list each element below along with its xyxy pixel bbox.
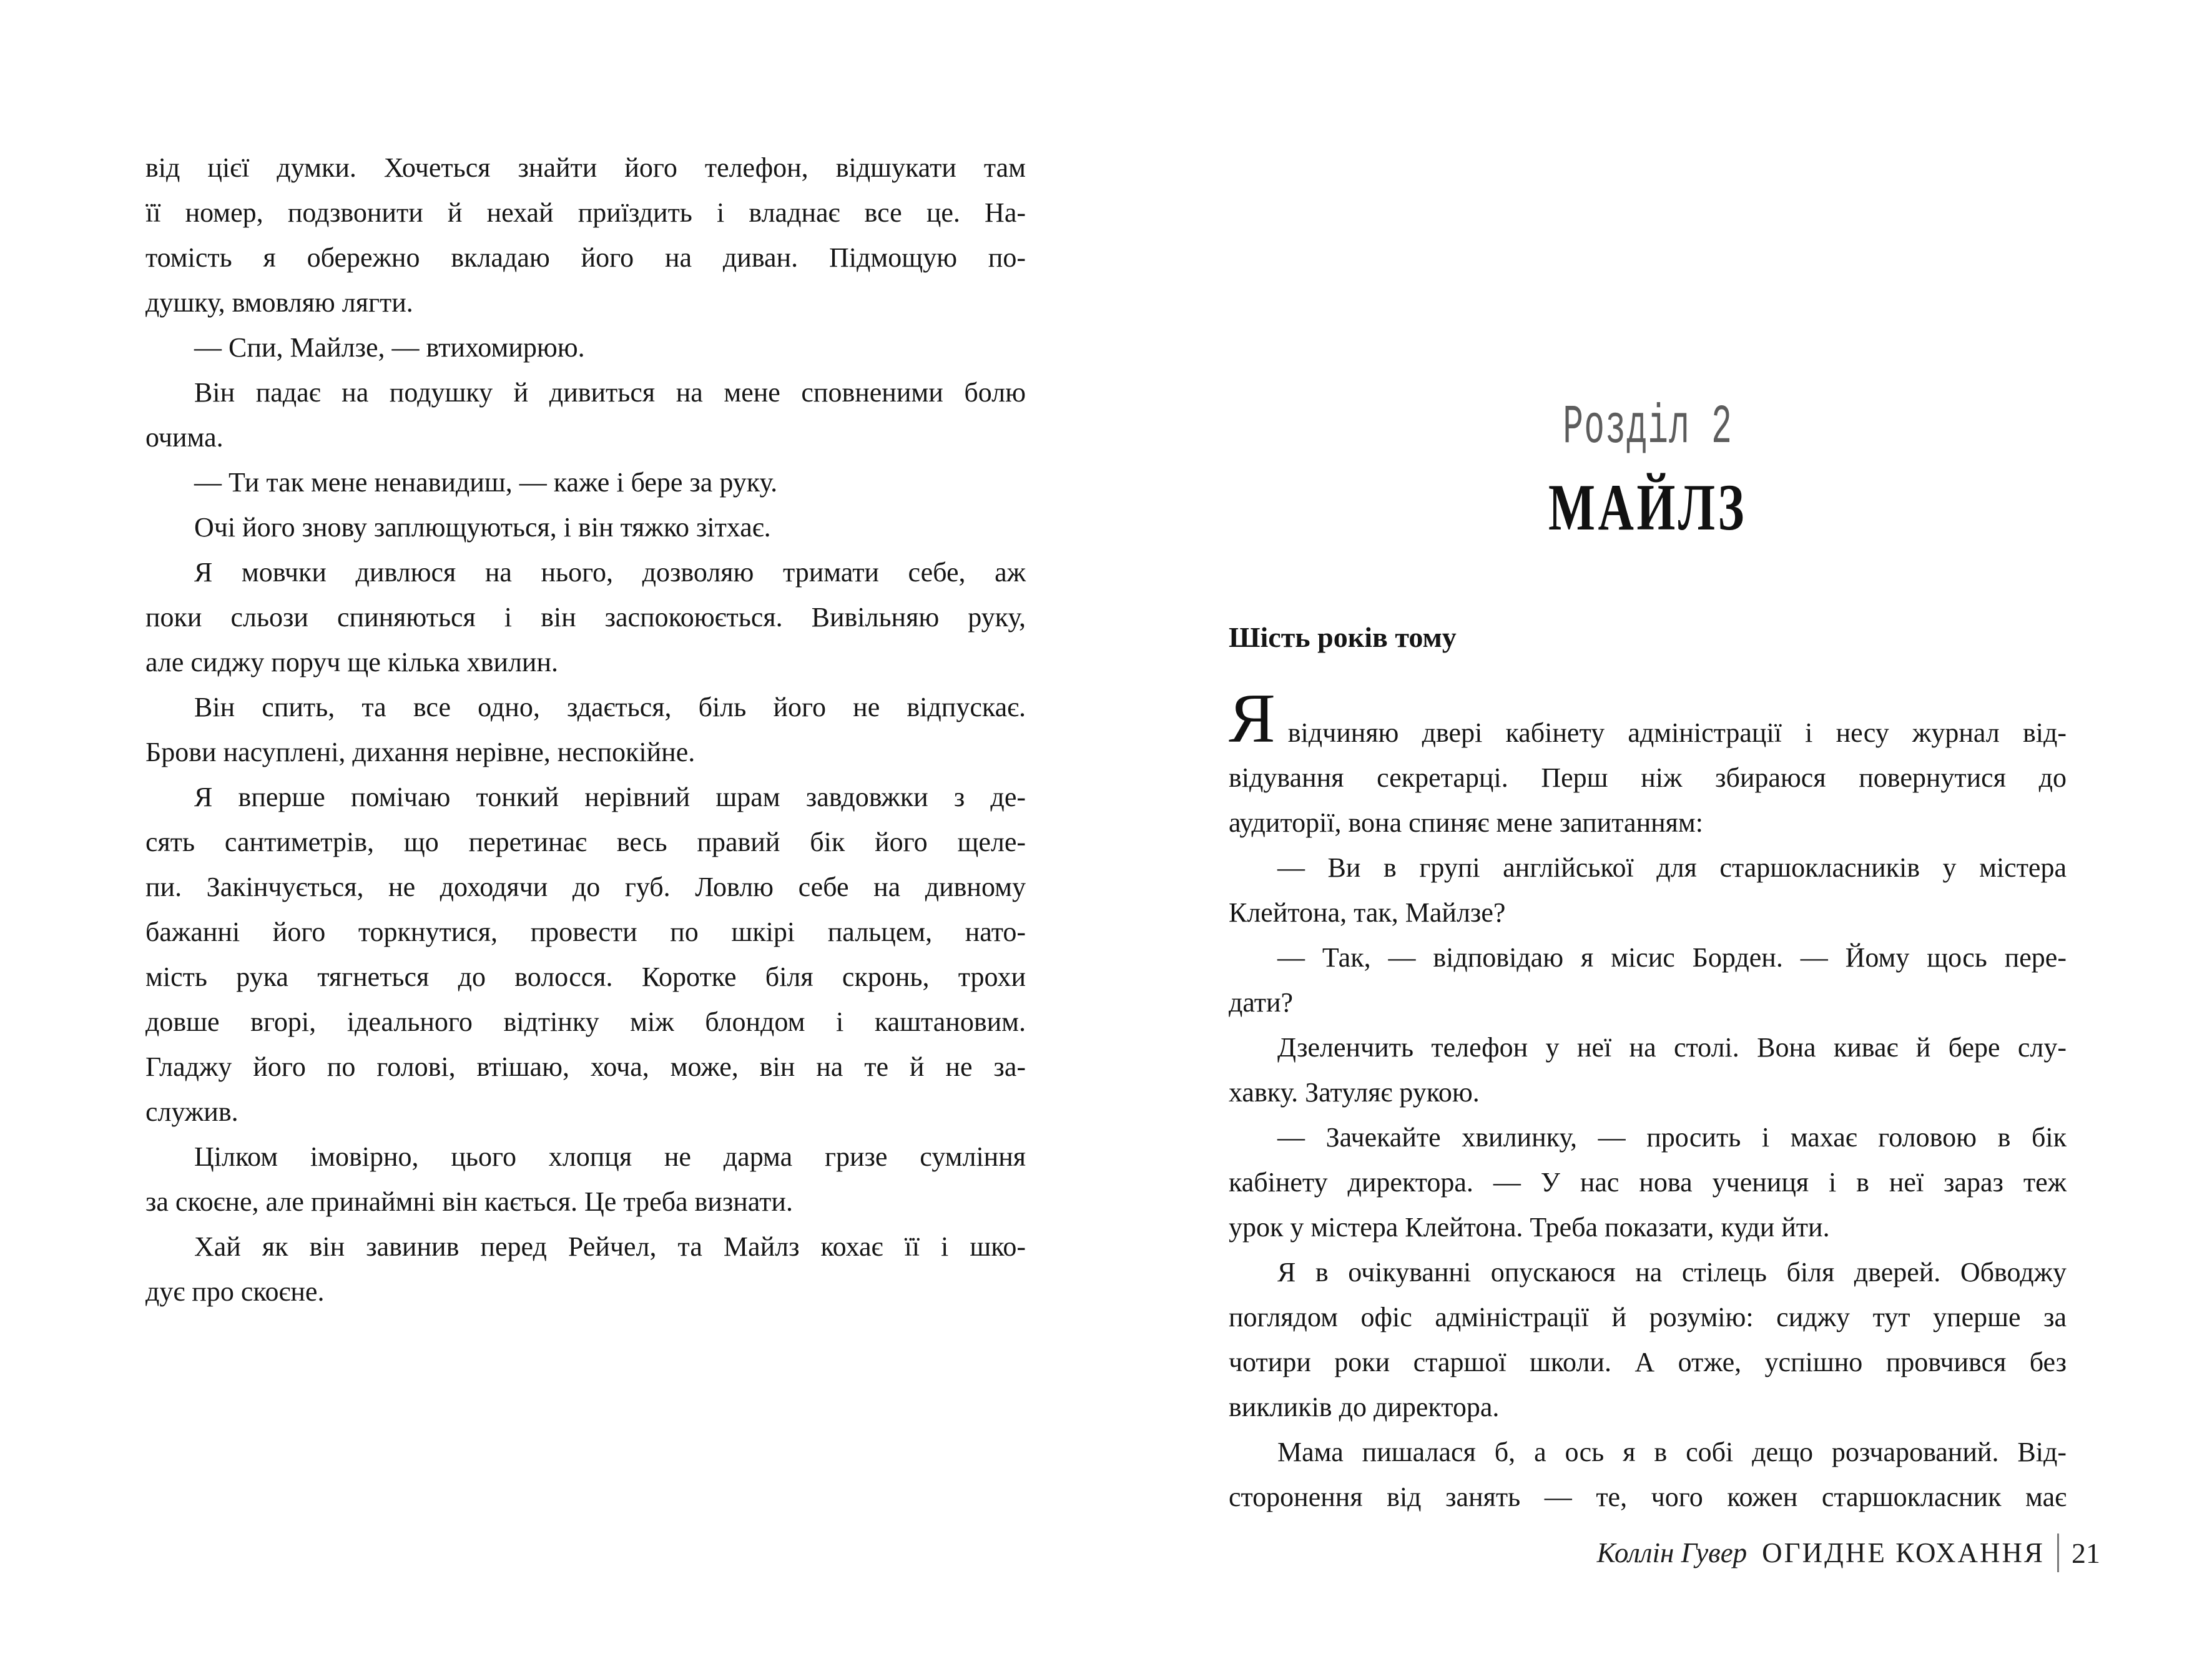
body-line: дати?	[1229, 987, 1294, 1018]
body-paragraph	[1229, 1115, 2067, 1250]
body-line: поглядом офіс адміністрації й розумію: сиджу тут уперше за	[1229, 1302, 2067, 1332]
chapter-label-wrap	[1229, 397, 2067, 459]
body-paragraph	[145, 325, 1026, 370]
right-page-body	[1229, 680, 2067, 1520]
body-paragraph	[145, 1224, 1026, 1314]
body-paragraph	[145, 550, 1026, 685]
body-paragraph	[1229, 680, 2067, 845]
body-paragraph	[1229, 1430, 2067, 1520]
body-paragraph	[145, 685, 1026, 775]
body-line: пи. Закінчується, не доходячи до губ. Ловлю себе на дивному	[145, 872, 1026, 902]
body-line: сторонення від занять — те, чого кожен старшокласник має	[1229, 1482, 2067, 1512]
body-line: довше вгорі, ідеального відтінку між блондом і каштановим.	[145, 1007, 1026, 1037]
body-line: Хай як він завинив перед Рейчел, та Майлз кохає її і шко-	[194, 1231, 1026, 1262]
body-line: — Так, — відповідаю я місис Борден. — Йому щось пере-	[1277, 942, 2067, 973]
body-line: аудиторії, вона спиняє мене запитанням:	[1229, 807, 1703, 838]
body-line: поки сльози спиняються і він заспокоюється. Вивільняю руку,	[145, 602, 1026, 633]
body-line: Я вперше помічаю тонкий нерівний шрам завдовжки з де-	[194, 782, 1026, 812]
body-line: за скоєне, але принаймні він кається. Це треба визнати.	[145, 1186, 793, 1217]
body-line: Я мовчки дивлюся на нього, дозволяю тримати себе, аж	[194, 557, 1026, 588]
body-paragraph	[1229, 845, 2067, 935]
body-line: Явідчиняю двері кабінету адміністрації і несу журнал від-	[1229, 680, 2067, 757]
body-line: хавку. Затуляє рукою.	[1229, 1077, 1480, 1108]
body-line: Мама пишалася б, а ось я в собі дещо розчарований. Від-	[1277, 1437, 2067, 1467]
body-line: служив.	[145, 1096, 238, 1127]
body-paragraph	[145, 145, 1026, 325]
body-line: — Спи, Майлзе, — втихомирюю.	[194, 332, 585, 363]
body-line: Він спить, та все одно, здається, біль його не відпускає.	[194, 692, 1026, 722]
body-paragraph	[145, 505, 1026, 550]
body-paragraph	[145, 460, 1026, 505]
footer-page-number: 21	[2072, 1537, 2100, 1569]
body-paragraph	[145, 370, 1026, 460]
body-paragraph	[1229, 1250, 2067, 1430]
body-line: бажанні його торкнутися, провести по шкірі пальцем, нато-	[145, 917, 1026, 947]
body-line: душку, вмовляю лягти.	[145, 287, 413, 318]
left-page-body	[145, 145, 1026, 1314]
drop-cap: Я	[1229, 680, 1276, 757]
body-line: Дзеленчить телефон у неї на столі. Вона киває й бере слу-	[1277, 1032, 2067, 1063]
body-paragraph	[1229, 1025, 2067, 1115]
body-line: сять сантиметрів, що перетинає весь правий бік його щеле-	[145, 827, 1026, 857]
body-line: мість рука тягнеться до волосся. Коротке біля скронь, трохи	[145, 962, 1026, 992]
footer-separator-line	[2057, 1533, 2059, 1572]
body-paragraph	[145, 775, 1026, 1135]
chapter-title-wrap	[1229, 471, 2067, 544]
chapter-title: МАЙЛЗ	[1548, 471, 1747, 544]
body-line: томість я обережно вкладаю його на диван. Підмощую по-	[145, 242, 1026, 273]
chapter-label: Розділ 2	[1563, 397, 1733, 459]
body-line: Очі його знову заплющуються, і він тяжко зітхає.	[194, 512, 771, 543]
body-line: від цієї думки. Хочеться знайти його телефон, відшукати там	[145, 152, 1026, 183]
body-paragraph	[145, 1135, 1026, 1224]
body-line: дує про скоєне.	[145, 1276, 325, 1307]
body-paragraph	[1229, 935, 2067, 1025]
body-line: Цілком імовірно, цього хлопця не дарма гризе сумління	[194, 1141, 1026, 1172]
page-footer	[1229, 1533, 2100, 1572]
body-line: чотири роки старшої школи. А отже, успішно провчився без	[1229, 1347, 2067, 1377]
footer-book-title: ОГИДНЕ КОХАННЯ	[1762, 1537, 2045, 1568]
footer-author: Коллін Гувер	[1596, 1537, 1747, 1568]
body-line: Клейтона, так, Майлзе?	[1229, 897, 1506, 928]
body-line: очима.	[145, 422, 224, 453]
body-line: урок у містера Клейтона. Треба показати, куди йти.	[1229, 1212, 1830, 1243]
body-line: — Ти так мене ненавидиш, — каже і бере за руку.	[194, 467, 778, 498]
body-line: Я в очікуванні опускаюся на стілець біля дверей. Обводжу	[1277, 1257, 2067, 1287]
body-line: Він падає на подушку й дивиться на мене сповненими болю	[194, 377, 1026, 408]
body-line: кабінету директора. — У нас нова учениця і в неї зараз теж	[1229, 1167, 2067, 1198]
body-line: — Зачекайте хвилинку, — просить і махає головою в бік	[1277, 1122, 2067, 1153]
body-line: Гладжу його по голові, втішаю, хоча, може, він на те й не за-	[145, 1051, 1026, 1082]
body-line: викликів до директора.	[1229, 1392, 1500, 1422]
body-line: відування секретарці. Перш ніж збираюся повернутися до	[1229, 762, 2067, 793]
body-line: Брови насуплені, дихання нерівне, неспокійне.	[145, 737, 696, 767]
body-line: — Ви в групі англійської для старшокласників у містера	[1277, 852, 2067, 883]
section-heading: Шість років тому	[1229, 621, 1457, 653]
body-line: але сиджу поруч ще кілька хвилин.	[145, 647, 559, 677]
body-line: її номер, подзвонити й нехай приїздить і владнає все це. На-	[145, 197, 1026, 228]
